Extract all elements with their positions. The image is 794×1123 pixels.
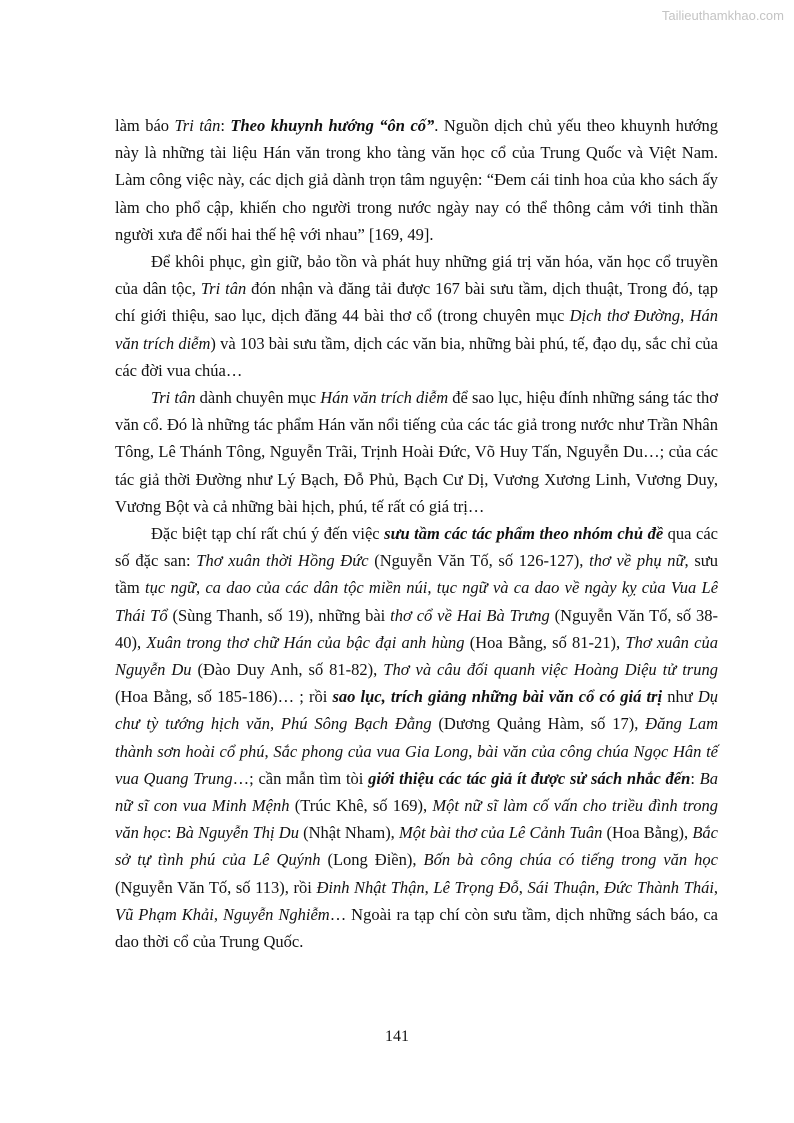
bold-italic-text: sưu tầm các tác phẩm theo nhóm chủ đề [384,524,664,544]
italic-text: thơ về phụ nữ [589,551,685,571]
text-run: , [264,741,274,761]
text-run: qua các số đặc san: [115,524,718,571]
text-run: , [468,741,478,761]
italic-text: Nguyễn Nghiễm [222,904,330,924]
italic-text: Thơ xuân thời Hồng Đức [196,551,369,571]
bold-italic-text: Theo khuynh hướng “ôn cố” [230,116,435,135]
italic-text: bài văn của công chúa Ngọc Hân tế vua Quang Trung [115,741,719,788]
text-run: để sao lục, hiệu đính những sáng tác thơ văn cổ. Đó là những tác phẩm Hán văn nổi tiếng của các tác giả trong nước như Trần Nhân Tông, Lê Thánh Tông, Nguyễn Trãi, Trịnh Hoài Đức, Võ Huy Tấn, Nguyễn Du…; của các tác giả thời Đường như Lý Bạch, Đỗ Phủ, Bạch Cư Dị, Vương Xương Linh, Vương Duy, Vương Bột và cả những bài hịch, phú, tế rất có giá trị… [115,388,718,516]
italic-text: Sắc phong của vua Gia Long [273,741,469,761]
italic-text: Một nữ sĩ làm cố vấn cho triều đình trong văn học [115,796,718,843]
emphasis [230,116,434,135]
text-run: đón nhận và đăng tải được 167 bài sưu tầm, dịch thuật, Trong đó, tạp chí giới thiệu, sao lục, dịch đăng 44 bài thơ cổ (trong chuyên mục [115,279,718,326]
bold-italic-text: sao lục, trích giảng những bài văn cổ có giá trị [332,687,663,707]
italic-text: Dụ chư tỳ tướng hịch văn, Phú Sông Bạch Đằng [115,687,718,734]
text-run: (Sùng Thanh, số 19), những bài [167,605,391,625]
italic-text: Đăng Lam thành sơn hoài cổ phú [115,714,719,761]
italic-text: ca dao của các dân tộc miền núi [205,578,428,598]
italic-text: Một bài thơ của Lê Cảnh Tuân [398,823,603,843]
text-run: (Đào Duy Anh, số 81-82), [191,660,384,680]
text-run: (Nguyễn Văn Tố, số 113), rồi [115,877,317,897]
italic-text: tục ngữ [145,578,196,598]
paragraph [115,384,718,520]
text-run: , [680,306,690,326]
text-run: Để khôi phục, gìn giữ, bảo tồn và phát huy những giá trị văn hóa, văn học cổ truyền của dân tộc, [115,252,718,299]
italic-text: Bốn bà công chúa có tiếng trong văn học [423,850,718,870]
text-run: dành chuyên mục [195,388,321,408]
paragraph [115,248,718,384]
emphasis [332,687,662,706]
italic-text: Xuân trong thơ chữ Hán của bậc đại anh hùng [146,632,465,652]
emphasis [368,769,690,788]
italic-text: Tri tân [151,388,196,408]
text-run: : [220,116,231,135]
italic-text: thơ cổ về Hai Bà Trưng [390,605,550,625]
italic-text: Bắc sở tự tình phú của Lê Quýnh [115,823,718,870]
text-run: (Hoa Bằng, số 81-21), [464,632,626,652]
text-run: , [427,578,437,598]
italic-text: Lê Trọng Đỗ [433,877,519,897]
text-run: , [424,877,434,897]
document-body [115,112,718,955]
text-run: , sưu tầm [115,551,718,598]
text-run: (Trúc Khê, số 169), [289,796,433,816]
text-run: (Nhật Nham), [298,823,399,843]
text-run: (Hoa Bằng), [602,823,693,843]
italic-text: Sái Thuận [527,877,596,897]
text-run: : [166,823,176,843]
italic-text: tục ngữ và ca dao về ngày kỵ của Vua Lê Thái Tổ [115,578,719,625]
italic-text: Thơ và câu đối quanh việc Hoàng Diệu tử trung [383,660,718,680]
page-number: 141 [385,1028,409,1045]
text-run: , [518,877,528,897]
text-run: (Hoa Bằng, số 185-186)… ; rồi [115,687,333,707]
italic-text: Hán văn trích diễm [320,388,449,408]
italic-text: Bà Nguyễn Thị Du [175,823,299,843]
text-run: (Nguyễn Văn Tố, số 126-127), [368,551,590,571]
italic-text: Hán văn trích diễm [115,306,718,353]
text-run: ) và 103 bài sưu tầm, dịch các văn bia, những bài phú, tế, đạo dụ, sắc chỉ của các đời vua chúa… [115,333,718,380]
italic-text: Đinh Nhật Thận [316,877,425,897]
italic-text: Ba nữ sĩ con vua Minh Mệnh [115,768,718,816]
text-run: như [662,687,698,707]
italic-text: Vũ Phạm Khải [115,904,214,924]
text-run: (Dương Quảng Hàm, số 17), [431,714,646,734]
text-run: , [213,904,223,924]
text-run: Đặc biệt tạp chí rất chú ý đến việc [151,524,385,544]
text-run: làm báo [115,116,175,135]
paragraph [115,112,718,248]
text-run: (Long Điền), [320,850,424,870]
italic-text: Tri tân [200,279,247,299]
text-run: … Ngoài ra tạp chí còn sưu tầm, dịch những sách báo, ca dao thời cổ của Trung Quốc. [115,904,718,952]
text-run: , [713,877,719,897]
italic-text: Đức Thành Thái [604,877,714,897]
text-run: (Nguyễn Văn Tố, số 38-40), [115,605,719,652]
text-run: …; cần mẫn tìm tòi [232,768,369,788]
text-run: : [690,768,700,788]
italic-text: Thơ xuân của Nguyễn Du [115,632,718,680]
paragraph [115,520,718,955]
text-run: , [595,877,605,897]
text-run: , [195,578,206,598]
italic-text: Dịch thơ Đường [569,306,681,326]
bold-italic-text: giới thiệu các tác giả ít được sử sách nhắc đến [368,768,691,788]
watermark-text: Tailieuthamkhao.com [661,8,784,23]
italic-text: Tri tân [174,116,221,135]
text-run: . Nguồn dịch chủ yếu theo khuynh hướng này là những tài liệu Hán văn trong kho tàng văn học cổ của Trung Quốc và Việt Nam. Làm công việc này, các dịch giả dành trọn tâm nguyện: “Đem cái tinh hoa của kho sách ấy làm cho phổ cập, khiến cho người trong nước ngày nay có thể thông cảm với tinh thần người xưa để nối hai thế hệ với nhau” [169, 49]. [115,116,718,244]
emphasis [384,524,663,543]
